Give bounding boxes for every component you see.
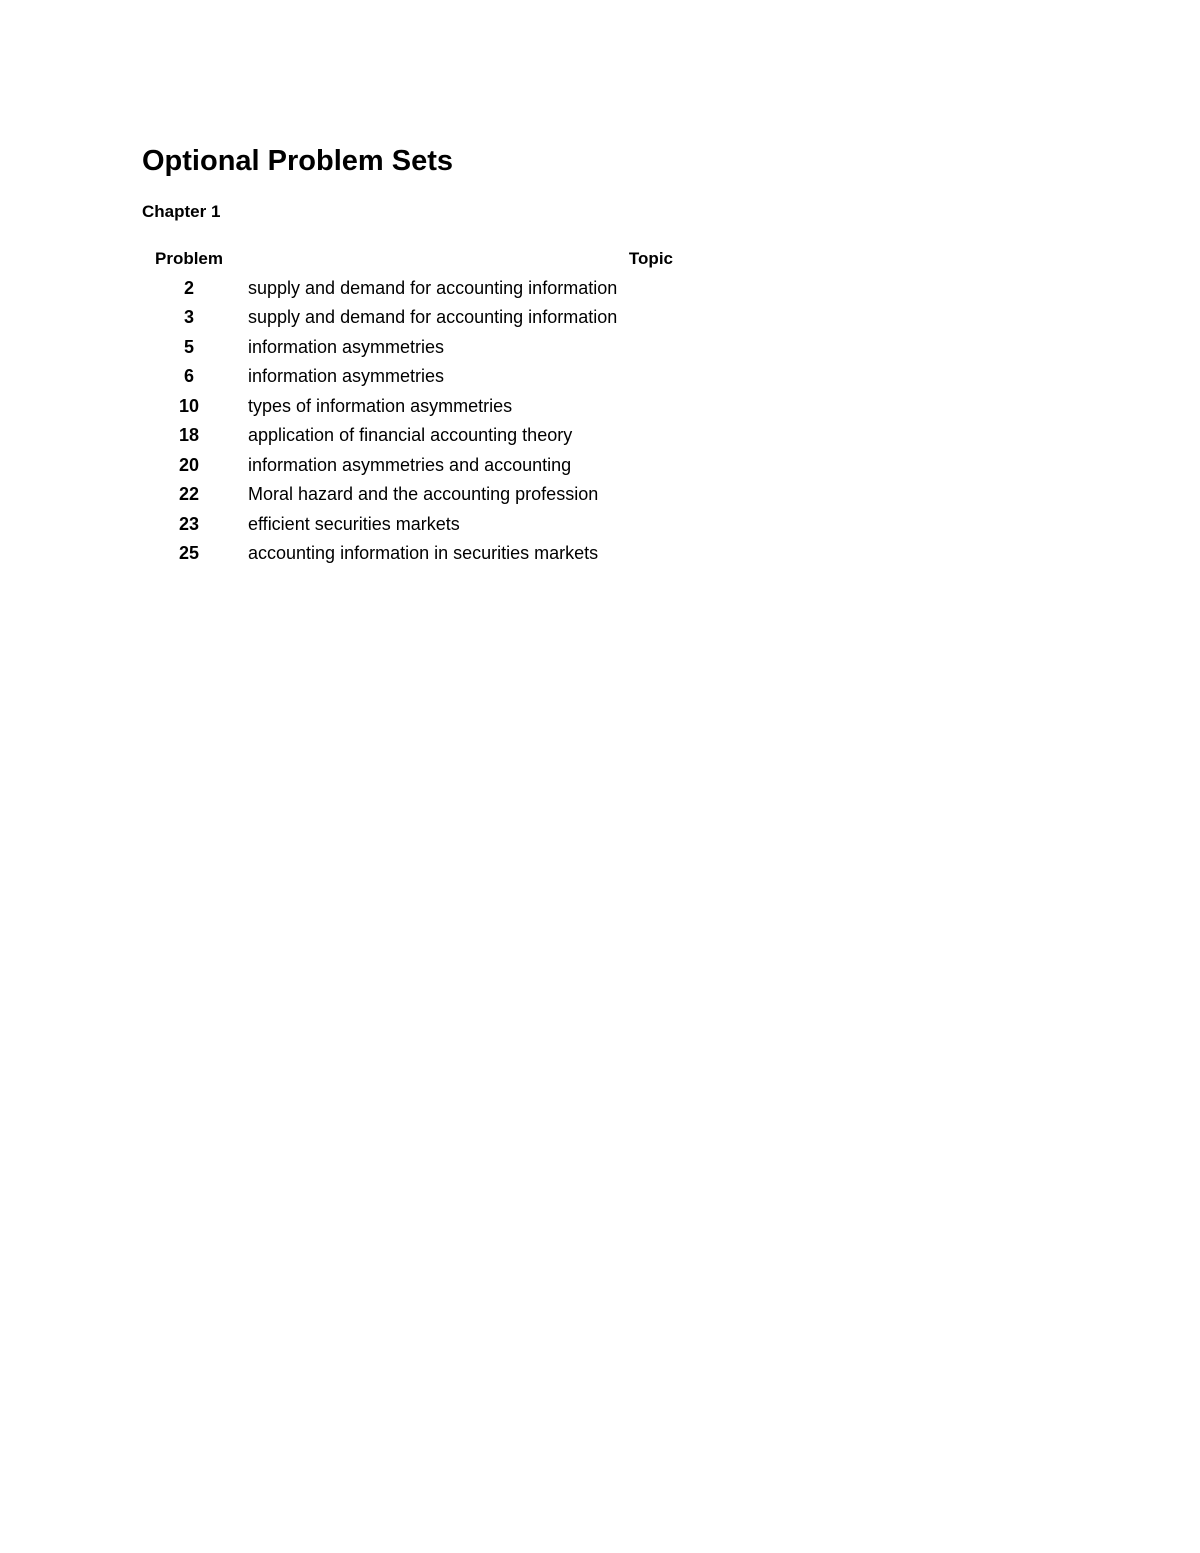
- table-body: [142, 274, 673, 569]
- table-row: [142, 303, 673, 333]
- problem-topic: application of financial accounting theory: [248, 425, 573, 445]
- problem-topic: efficient securities markets: [248, 513, 460, 534]
- problem-number: 3: [183, 307, 194, 327]
- problem-topic: supply and demand for accounting information: [248, 307, 618, 327]
- table-row: [142, 510, 673, 540]
- chapter-heading: Chapter 1: [142, 202, 221, 221]
- table-header: [142, 244, 673, 274]
- problem-number: 25: [178, 543, 200, 563]
- problem-topic: accounting information in securities markets: [248, 543, 599, 563]
- table-row: [142, 539, 673, 569]
- problem-number: 2: [183, 277, 194, 298]
- problem-number: 18: [178, 425, 200, 445]
- table-row: [142, 480, 673, 510]
- topic-column-header: [236, 244, 673, 274]
- problem-topic: information asymmetries: [248, 366, 445, 386]
- problem-topic: types of information asymmetries: [248, 395, 513, 416]
- table-row: [142, 451, 673, 481]
- table-row: [142, 333, 673, 363]
- page-title: Optional Problem Sets: [142, 145, 453, 177]
- table-row: [142, 362, 673, 392]
- problem-number: 10: [178, 395, 200, 416]
- problem-number: 22: [178, 484, 200, 504]
- topic-column-header-label: Topic: [628, 249, 673, 268]
- problem-table: [142, 244, 673, 569]
- problem-number: 6: [183, 366, 194, 386]
- table-row: [142, 274, 673, 304]
- problem-number: 23: [178, 513, 200, 534]
- table-header-row: [142, 244, 673, 274]
- problem-number: 20: [178, 454, 200, 475]
- table-row: [142, 392, 673, 422]
- problem-topic: information asymmetries: [248, 336, 445, 357]
- table-row: [142, 421, 673, 451]
- problem-topic: Moral hazard and the accounting profession: [248, 484, 599, 504]
- problem-topic: information asymmetries and accounting: [248, 454, 572, 475]
- problem-topic: supply and demand for accounting information: [248, 277, 618, 298]
- problem-number: 5: [183, 336, 194, 357]
- problem-column-header: Problem: [154, 249, 224, 268]
